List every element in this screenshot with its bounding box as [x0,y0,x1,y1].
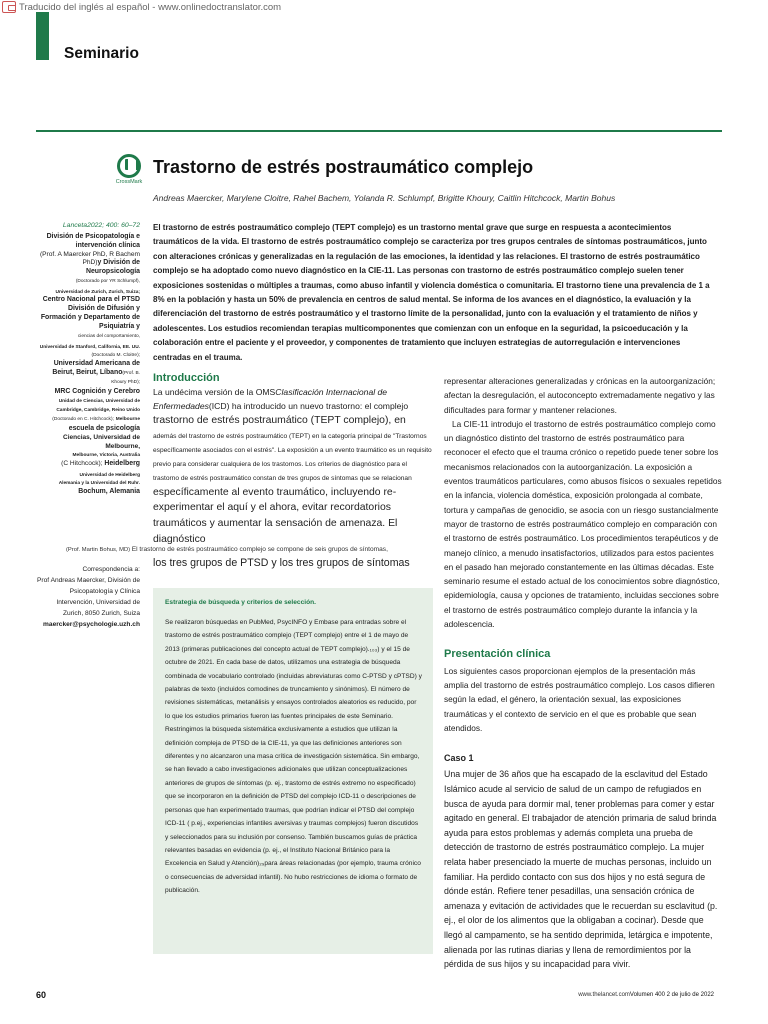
intro-heading: Introducción [153,372,220,384]
right-column [444,374,722,972]
crossmark-label: CrossMark [115,179,143,185]
intro-text: (ICD) ha introducido un nuevo trastorno: el complejo [208,400,409,411]
affiliation-authors: (Doctorado por YR Schlumpf), [75,279,140,285]
affiliation-authors: (Prof. A Maercker PhD, R Bachem PhD) [39,250,140,267]
correspondence-label: Correspondencia a: [82,566,140,573]
journal-citation[interactable]: Lanceta2022; 400: 60–72 [62,222,140,229]
overlapping-text-line [66,546,388,553]
affiliation-name: Formación y Departamento de Psiquiatría y [40,314,140,331]
search-strategy-body: Se realizaron búsquedas en PubMed, PsycINFO y Embase para entradas sobre el trastorno de estrés postraumático complejo (TEPT complejo) entre el 1 de mayo de 2013 (primeras publicaciones del concepto actual de TEPT complejo).₁₀₃) y el 15 de octubre de 2021. En cada base de datos, utilizamos una estrategia de búsqueda combinada de vocabulario controlado (incluidas abreviaturas como C-PTSD y cPTSD) y palabras de texto (incluidos comodines de truncamiento y sinónimos). El número de revisiones sistemáticas, metanálisis y ensayos controlados aleatorios es reducido, por lo que los estudios primarios fueron las fuentes principales de este Seminario. Restringimos la búsqueda sistemática exclusivamente a estudios que utilizan la definición compleja de PTSD de la CIE-11, ya que las definiciones anteriores son diferentes y no alcanzaron una masa crítica de investigación sistemática. Sin embargo, se han llevado a cabo investigaciones adicionales que utilizan conceptualizaciones anteriores de grupos de síntomas (p. ej., trastorno de estrés extremo no especificado) que se incorporaron en la definición de PTSD del complejo ICD-11 o descripciones de personas que han experimentado traumas, que podrían indicar el PTSD del complejo ICD-11 ( p.ej., experiencias infantiles aversivas y traumas complejos) fueron discutidos y seleccionados para su inclusión por consenso. También buscamos guías de práctica relevantes basadas en evidencia (p. ej., el Instituto Nacional Británico para la Excelencia en Salud y Atención)₂₉para áreas relacionadas (por ejemplo, trauma crónico o consecuencias de adversidad infantil). No hubo restricciones de idioma o formato de publicación. [165,619,422,895]
affiliation-name: y División de Neuropsicología [86,259,140,276]
body-paragraph: Los siguientes casos proporcionan ejemplos de la presentación más amplia del trastorno de estrés postraumático complejo. Los casos difieren según la edad, el género, la orientación sexual, las exposiciones traumáticas y el contexto de servicio en el que es probable que sean atendidos. [444,665,715,733]
page-number: 60 [36,990,47,1000]
affiliation-name: Universidad Americana de Beirut, Beirut, Líbano [52,359,140,376]
affiliation-name: MRC Cognición y Cerebro [54,388,140,396]
affiliation-name: Bochum, Alemania [78,487,140,495]
search-strategy-panel [153,588,433,954]
affiliation-authors: (Prof. Martin Bohus, MD) [66,547,131,553]
affiliation-name: Melbourne [115,416,140,422]
translator-banner-text[interactable]: Traducido del inglés al español - www.onlinedoctranslator.com [19,1,282,13]
search-strategy-title: Estrategia de búsqueda y criterios de selección. [165,599,316,606]
header-rule [36,130,722,132]
affiliation-institution: Unidad de Ciencias, Universidad de Cambridge, Cambridge, Reino Unido [56,399,140,413]
body-paragraph: La CIE-11 introdujo el trastorno de estrés postraumático complejo como un diagnóstico distinto del trastorno de estrés postraumático para reconocer el efecto que el trauma crónico o repetido puede tener sobre los mecanismos relacionados con la autoorganización. La exposición a eventos traumáticos particulares, como abusos físicos o sexuales repetidos en la infancia, violencia doméstica, exposición prolongada al combate, tortura y campañas de genocidio, se asocia con un riesgo sustancialmente mayor de trastorno de estrés postraumático complejo en comparación con el trastorno de estrés postraumático. Los procedimientos terapéuticos y de manejo clínico, a menudo insatisfactorios, utilizados para estos pacientes en el pasado han mejorado constantemente en las últimas décadas. Este seminario resume el estado actual de los conocimientos sobre diagnóstico, epidemiología, causa y opciones de tratamiento, incluidas secciones sobre el trastorno de estrés postraumático complejo durante la infancia y la adolescencia. [444,418,722,630]
intro-text: La undécima versión de la OMS [153,387,276,397]
correspondence-email[interactable]: maercker@psychologie.uzh.ch [43,621,140,628]
section-label: Seminario [64,45,139,62]
intro-text-small: El trastorno de estrés postraumático complejo se compone de seis grupos de síntomas, [131,546,388,553]
intro-text: trastorno de estrés postraumático (TEPT complejo), en [153,415,406,427]
affiliation-institution: Universidad de Zurich, Zurich, Suiza; [55,289,140,295]
affiliation-institution: Ciencias, Universidad de Melbourne, [63,434,140,450]
intro-tail-line: los tres grupos de PTSD y los tres grupos de síntomas [153,557,410,569]
affiliation-name: Centro Nacional para el PTSD División de Difusión y [42,296,140,313]
affiliation-institution: Melbourne, Victoria, Australia [72,453,140,459]
affiliation-authors: (Doctorado en C. Hitchcock); [52,416,114,422]
footer-volume: Volumen 400 2 de julio de 2022 [629,992,714,998]
affiliation-name: escuela de psicología [68,425,140,433]
abstract: El trastorno de estrés postraumático complejo (TEPT complejo) es un trastorno mental grave que surge en respuesta a acontecimientos traumáticos de la vida. El trastorno de estrés postraumático complejo se caracteriza por tres grupos centrales de síntomas postraumáticos, junto con alteraciones crónicas y generalizadas en la regulación de las emociones, la identidad y las relaciones. El trastorno de estrés postraumático complejo se ha adoptado como nuevo diagnóstico en la CIE-11. Las personas con trastorno de estrés postraumático complejo suelen tener exposiciones sostenidas o múltiples a traumas, como abuso infantil y violencia doméstica o comunitaria. El trastorno tiene una prevalencia de 1 a 8% en la población y hasta un 50% de prevalencia en centros de salud mental. Se informa de los avances en el diagnóstico, la evaluación y la diferenciación del trastorno de estrés postraumático y el trastorno límite de la personalidad, junto con la evaluación y el tratamiento de niños y adolescentes. Los estudios recomiendan terapias multicomponentes que comienzan con un enfoque en la seguridad, la psicoeducación y la colaboración entre el paciente y el proveedor, y componentes de tratamiento que incluyen estrategias de autorregulación e intervenciones centradas en el trauma. [153,223,710,362]
body-paragraph: representar alteraciones generalizadas y crónicas en la autoorganización; afectan la desregulación, el autoconcepto extremadamente negativo y las dificultades para formar y mantener relaciones. [444,376,716,415]
affiliation-institution: Universidad de Stanford, California, EE. UU. [39,344,140,350]
clinical-presentation-heading: Presentación clínica [444,648,551,661]
correspondence-address: Prof Andreas Maercker, División de Psicopatología y Clínica Intervención, Universidad de Zurich, 8050 Zurich, Suiza [37,577,140,617]
affiliation-institution: Alemania y la Universidad del Ruhr. [58,481,140,487]
affiliations-sidebar [36,222,140,499]
crossmark-icon [117,154,141,178]
section-color-tab [36,12,49,60]
intro-classification-title: Clasificación Internacional de Enfermedades [153,387,388,411]
affiliation-authors: (Prof. B. Khoury PhD); [111,370,140,385]
crossmark-badge[interactable] [114,154,144,185]
affiliation-name: División de Psicopatología e intervención clínica [46,232,140,249]
intro-text-small: además del trastorno de estrés postraumático (TEPT) en la categoría principal de "Trastornos específicamente asociados con el estrés". La exposición a un evento traumático es un requisito previo para considerar cualquiera de los trastornos. Los criterios de diagnóstico para el trastorno de estrés postraumático constan de tres grupos de síntomas que se relacionan [153,432,432,482]
intro-text-large: específicamente al evento traumático, incluyendo re-experimentar el aquí y el ahora, evitar recordatorios traumáticos y aumentar la sensación de amenaza. El diagnóstico [153,486,398,545]
affiliation-authors: (C Hitchcock); [61,459,103,467]
case-body: Una mujer de 36 años que ha escapado de la esclavitud del Estado Islámico acude al servicio de salud de un campo de refugiados en busca de ayuda para dormir mal, tener problemas para comer y estar agitado en general. El trabajador de atención primaria de salud brinda ayuda para estos problemas y además completa una prueba de detección de trastorno de estrés postraumático complejo. La mujer relata haber presenciado la muerte de muchas personas, incluido un familiar. Ha perdido contacto con sus dos hijos y no está segura de dónde están. Refiere tener pesadillas, una sensación crónica de amenaza y evitación de actividades que le recuerdan su esclavitud (p. ej., el olor de los alimentos que la obligaban a cocinar). Desde que llegó al campamento, se ha sentido deprimida, letárgica e impotente, alienada por las rutinas diarias y llena de remordimientos por la pérdida de sus hijos y su incapacidad para vivir. [444,769,718,970]
case-heading: Caso 1 [444,753,474,764]
translate-icon [2,1,16,13]
affiliation-name: Heidelberg [104,459,140,467]
intro-paragraph [153,386,433,547]
affiliation-institution: ciencias del comportamiento, [77,334,140,340]
correspondence-block [36,564,140,630]
footer-site-link[interactable]: www.thelancet.com [578,992,630,998]
article-title: Trastorno de estrés postraumático complejo [153,157,534,177]
affiliation-institution: Universidad de Heidelberg [79,472,140,478]
left-column [153,372,433,547]
footer-journal [578,992,714,998]
affiliation-authors: (Doctorado M. Cloitre); [91,353,140,359]
author-list: Andreas Maercker, Marylene Cloitre, Rahel Bachem, Yolanda R. Schlumpf, Brigitte Khoury, Caitlin Hitchcock, Martin Bohus [153,193,616,203]
